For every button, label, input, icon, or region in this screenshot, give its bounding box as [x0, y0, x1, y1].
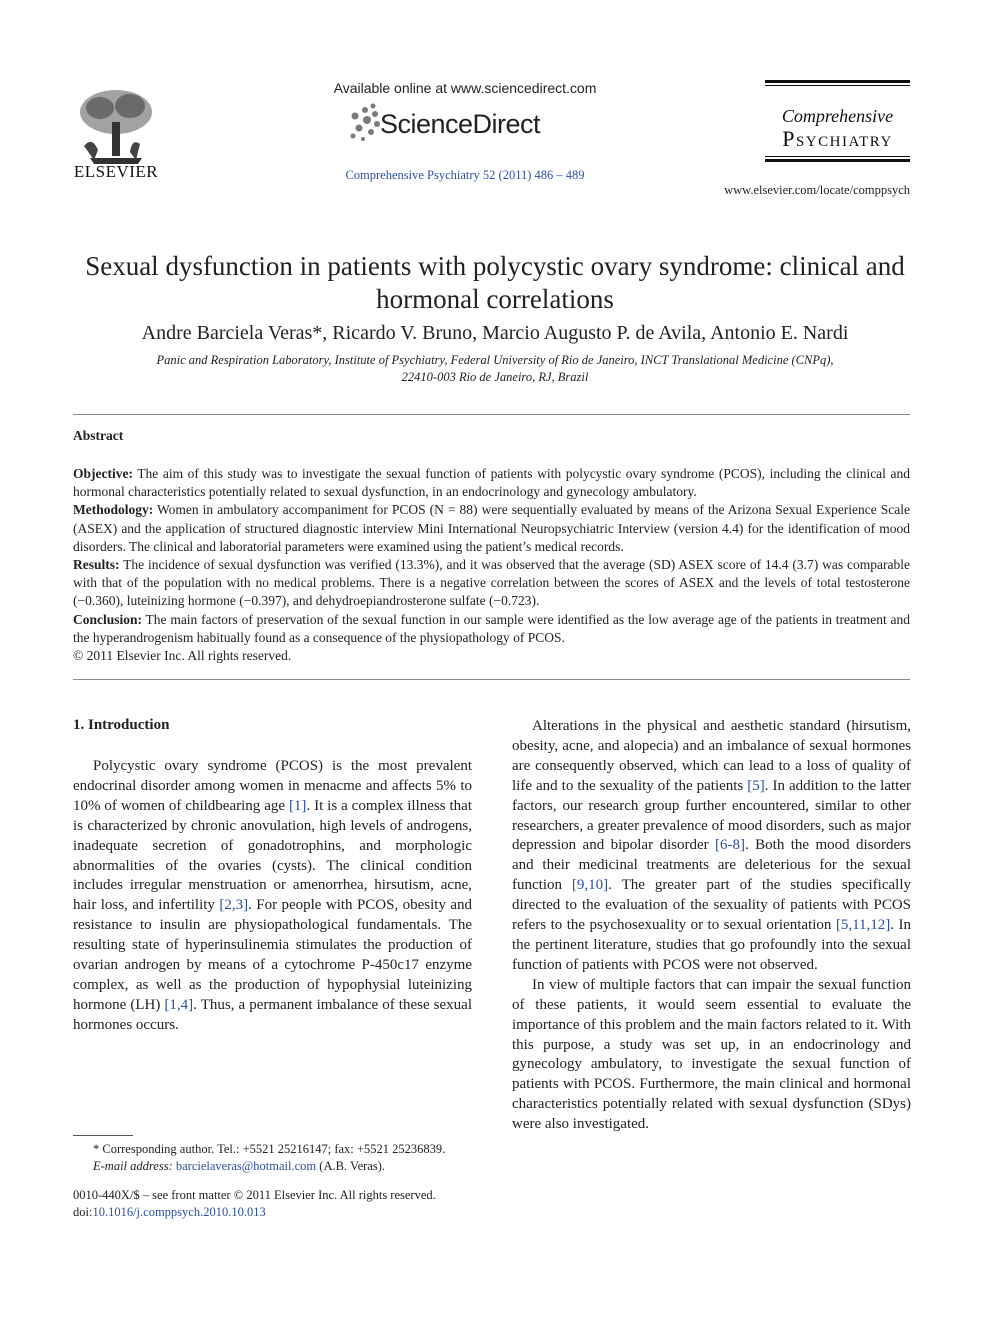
text-run: . Thus, a permanent imbalance of these sexual hormones occurs. [73, 996, 472, 1033]
front-matter-line: 0010-440X/$ – see front matter © 2011 Elsevier Inc. All rights reserved. [73, 1188, 436, 1202]
reference-link[interactable]: [1] [288, 797, 307, 814]
abstract-body [73, 465, 910, 665]
right-column [512, 717, 911, 1135]
reference-link[interactable]: [5,11,12] [835, 917, 891, 934]
journal-logo-psychiatry: Psychiatry [782, 126, 893, 151]
footnote-rule [73, 1135, 133, 1136]
journal-logo-comprehensive: Comprehensive [781, 106, 894, 126]
available-online-text[interactable]: Available online at www.sciencedirect.com [333, 80, 597, 96]
corresponding-author-footnote [73, 1141, 473, 1175]
doi-line [73, 1204, 473, 1221]
results-text: The incidence of sexual dysfunction was verified (13.3%), and it was observed that the average (SD) ASEX score of 14.4 (3.7) was comparable with that of the population with no medical problems. There is a negative correlation between the scores of ASEX and the levels of total testosterone (−0.360), luteinizing hormone (−0.397), and dehydroepiandrosterone sulfate (−0.723). [73, 557, 910, 609]
author-list: Andre Barciela Veras*, Ricardo V. Bruno, Marcio Augusto P. de Avila, Antonio E. Nardi [141, 322, 849, 344]
sciencedirect-wordmark: ScienceDirect [380, 109, 541, 139]
journal-logo-rule [765, 80, 910, 83]
reference-link[interactable]: [2,3] [219, 897, 249, 914]
text-run: . The greater part of the studies specifically directed to the evaluation of the sexuality of patients with PCOS refers to the psychosexuality or to sexual orientation [512, 877, 911, 934]
abstract-methodology [73, 501, 910, 556]
divider [73, 679, 910, 680]
text-run: Polycystic ovary syndrome (PCOS) is the most prevalent endocrinal disorder among women in menacme and affects 5% to 10% of women of childbearing age [73, 758, 472, 814]
doi-link[interactable]: 10.1016/j.comppsych.2010.10.013 [92, 1205, 266, 1219]
footnote-line: * Corresponding author. Tel.: +5521 25216147; fax: +5521 25236839. [93, 1142, 446, 1156]
publisher-name: ELSEVIER [73, 162, 159, 181]
results-label: Results: [73, 557, 120, 573]
objective-text: The aim of this study was to investigate the sexual function of patients with polycystic ovary syndrome (PCOS), including the clinical and hormonal characteristics potentially related to sexual dysfunction, in an endocrinology and gynecology ambulatory. [73, 466, 910, 500]
text-run: . In the pertinent literature, studies that go profoundly into the sexual function of patients with PCOS were not observed. [512, 917, 911, 973]
divider [73, 414, 910, 415]
reference-link[interactable]: [9,10] [571, 877, 609, 894]
left-column [73, 757, 472, 1036]
email-suffix: (A.B. Veras). [316, 1159, 386, 1173]
text-run: . In addition to the latter factors, our research group further encountered, similar to other researchers, a greater prevalence of mood disorders, such as major depression and bipolar disorder [512, 777, 911, 854]
paragraph [73, 757, 472, 1036]
abstract-copyright: © 2011 Elsevier Inc. All rights reserved. [73, 648, 292, 664]
front-matter [73, 1187, 473, 1221]
text-run: . Both the mood disorders and their medicinal treatments are deleterious for the sexual function [512, 837, 912, 894]
journal-url[interactable]: www.elsevier.com/locate/comppsych [724, 183, 910, 197]
text-run: Alterations in the physical and aesthetic standard (hirsutism, obesity, acne, and alopecia) and an imbalance of sexual hormones are consequently observed, which can lead to a loss of quality of life and to the sexuality of the patients [512, 718, 911, 794]
footnote-email-line [73, 1158, 473, 1175]
methodology-text: Women in ambulatory accompaniment for PCOS (N = 88) were sequentially evaluated by means of the Arizona Sexual Experience Scale (ASEX) and the application of structured diagnostic interview Mini International Neuropsychiatric Interview (version 4.4) for the identification of mood disorders. The clinical and laboratorial parameters were examined using the patient’s medical records. [73, 502, 910, 554]
email-label: E-mail address: [93, 1159, 173, 1173]
conclusion-text: The main factors of preservation of the sexual function in our sample were identified as the low average age of the patients in treatment and the hyperandrogenism habitually found as a consequence of the physiopathology of PCOS. [73, 611, 910, 645]
abstract-conclusion [73, 611, 910, 647]
methodology-label: Methodology: [73, 502, 154, 518]
conclusion-label: Conclusion: [73, 611, 143, 627]
journal-logo-rule [765, 159, 910, 162]
reference-link[interactable]: [6-8] [715, 837, 746, 854]
email-link[interactable]: barcielaveras@hotmail.com [175, 1159, 317, 1173]
objective-label: Objective: [73, 466, 133, 481]
article-title: Sexual dysfunction in patients with polycystic ovary syndrome: clinical and hormonal correlations [85, 251, 905, 314]
text-run: . It is a complex illness that is characterized by chronic anovulation, high levels of androgens, inadequate secretion of gonadotrophins, and morphologic abnormalities of the ovaries (cysts). The clinical condition includes irregular menstruation or amenorrhea, hirsutism, acne, hair loss, and infertility [73, 797, 472, 914]
journal-logo-rule [765, 85, 910, 86]
journal-citation-link[interactable]: Comprehensive Psychiatry 52 (2011) 486 – 489 [345, 168, 585, 182]
abstract-objective [73, 465, 910, 501]
section-heading: 1. Introduction [73, 717, 170, 733]
doi-label: doi: [73, 1205, 93, 1219]
affiliation-line: 22410-003 Rio de Janeiro, RJ, Brazil [401, 370, 589, 384]
abstract-results [73, 556, 910, 611]
abstract-heading: Abstract [73, 428, 124, 443]
reference-link[interactable]: [5] [747, 777, 765, 794]
journal-logo-rule [765, 156, 910, 157]
paragraph [512, 717, 911, 976]
text-run: . For people with PCOS, obesity and resistance to insulin are physiopathological fundamentals. The resulting state of hyperinsulinemia stimulates the production of ovarian androgen by means of a cytochrome P-450c17 enzyme complex, as well as the production of hypophysial luteinizing hormone (LH) [73, 897, 473, 1013]
reference-link[interactable]: [1,4] [164, 996, 194, 1013]
author-affiliation [110, 352, 880, 386]
affiliation-line: Panic and Respiration Laboratory, Institute of Psychiatry, Federal University of Rio de Janeiro, INCT Translational Medicine (CNPq), [156, 353, 834, 367]
sciencedirect-dots-icon [347, 102, 381, 142]
paragraph: In view of multiple factors that can impair the sexual function of these patients, it would seem essential to evaluate the importance of this problem and the main factors related to it. With this purpose, a study was set up, in an endocrinology and gynecology ambulatory, to investigate the sexual function of patients with PCOS. Furthermore, the main clinical and hormonal characteristics potentially related with sexual dysfunction (SDys) were also investigated. [512, 976, 911, 1133]
